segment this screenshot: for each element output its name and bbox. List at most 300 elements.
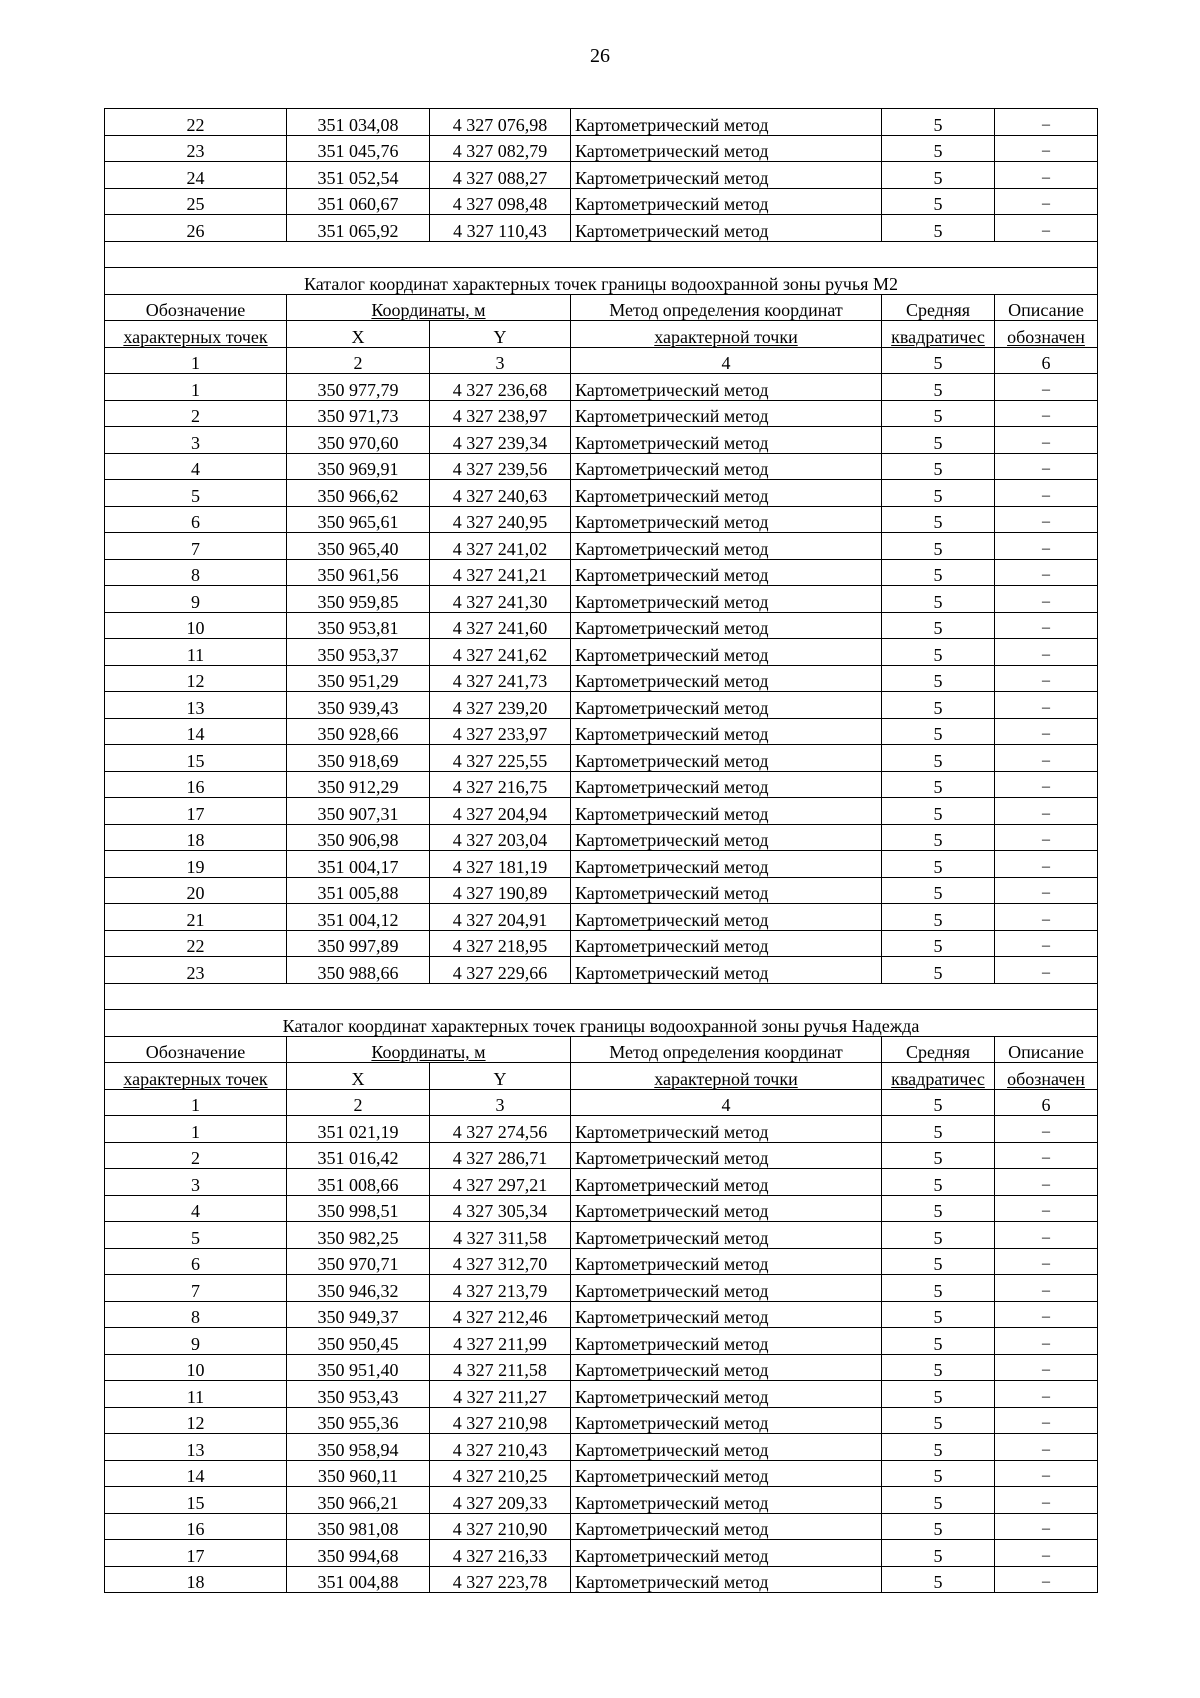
method: Картометрический метод (571, 480, 882, 507)
header-point-label-2: характерных точек (105, 321, 287, 348)
method: Картометрический метод (571, 1222, 882, 1249)
coordinate-x: 350 912,29 (287, 771, 430, 798)
coordinate-x: 350 961,56 (287, 559, 430, 586)
method: Картометрический метод (571, 453, 882, 480)
coordinate-x: 351 034,08 (287, 109, 430, 136)
description: – (995, 1222, 1098, 1249)
catalog-body (105, 109, 1098, 1593)
coordinate-y: 4 327 213,79 (430, 1275, 571, 1302)
header-number-row (105, 347, 1098, 374)
method: Картометрический метод (571, 824, 882, 851)
coordinate-x: 350 939,43 (287, 692, 430, 719)
description: – (995, 480, 1098, 507)
accuracy: 5 (882, 453, 995, 480)
point-number: 7 (105, 1275, 287, 1302)
header-accuracy-2: квадратичес (882, 1063, 995, 1090)
table-row (105, 1513, 1098, 1540)
method: Картометрический метод (571, 1195, 882, 1222)
point-number: 3 (105, 427, 287, 454)
method: Картометрический метод (571, 1116, 882, 1143)
table-row (105, 1434, 1098, 1461)
method: Картометрический метод (571, 1381, 882, 1408)
header-point-label: Обозначение (105, 1036, 287, 1063)
point-number: 20 (105, 877, 287, 904)
header-column-number: 5 (882, 1089, 995, 1116)
accuracy: 5 (882, 718, 995, 745)
table-row (105, 1354, 1098, 1381)
description: – (995, 586, 1098, 613)
accuracy: 5 (882, 1275, 995, 1302)
coordinate-x: 351 045,76 (287, 135, 430, 162)
header-method: Метод определения координат (571, 294, 882, 321)
table-row (105, 718, 1098, 745)
spacer-cell (105, 241, 1098, 268)
description: – (995, 427, 1098, 454)
table-row (105, 771, 1098, 798)
method: Картометрический метод (571, 1301, 882, 1328)
section-title: Каталог координат характерных точек границы водоохранной зоны ручья Надежда (105, 1010, 1098, 1037)
accuracy: 5 (882, 1169, 995, 1196)
coordinate-y: 4 327 210,43 (430, 1434, 571, 1461)
method: Картометрический метод (571, 215, 882, 242)
description: – (995, 824, 1098, 851)
method: Картометрический метод (571, 1460, 882, 1487)
accuracy: 5 (882, 1354, 995, 1381)
coordinate-x: 350 966,21 (287, 1487, 430, 1514)
point-number: 3 (105, 1169, 287, 1196)
coordinate-y: 4 327 204,91 (430, 904, 571, 931)
accuracy: 5 (882, 771, 995, 798)
header-column-number: 3 (430, 1089, 571, 1116)
coordinate-x: 350 951,29 (287, 665, 430, 692)
coordinate-x: 351 016,42 (287, 1142, 430, 1169)
table-row (105, 162, 1098, 189)
table-row (105, 1275, 1098, 1302)
header-row (105, 294, 1098, 321)
coordinate-x: 350 950,45 (287, 1328, 430, 1355)
coordinate-y: 4 327 212,46 (430, 1301, 571, 1328)
coordinate-x: 350 949,37 (287, 1301, 430, 1328)
point-number: 6 (105, 1248, 287, 1275)
table-row (105, 957, 1098, 984)
point-number: 18 (105, 1566, 287, 1593)
coordinate-y: 4 327 241,21 (430, 559, 571, 586)
header-method-2: характерной точки (571, 1063, 882, 1090)
table-row (105, 1540, 1098, 1567)
description: – (995, 1195, 1098, 1222)
description: – (995, 771, 1098, 798)
accuracy: 5 (882, 1513, 995, 1540)
coordinate-x: 351 052,54 (287, 162, 430, 189)
table-row (105, 480, 1098, 507)
coordinate-y: 4 327 311,58 (430, 1222, 571, 1249)
coordinate-x: 350 994,68 (287, 1540, 430, 1567)
description: – (995, 665, 1098, 692)
coordinate-y: 4 327 305,34 (430, 1195, 571, 1222)
accuracy: 5 (882, 586, 995, 613)
point-number: 8 (105, 559, 287, 586)
coordinate-x: 350 918,69 (287, 745, 430, 772)
coordinate-x: 350 965,61 (287, 506, 430, 533)
description: – (995, 1275, 1098, 1302)
accuracy: 5 (882, 1381, 995, 1408)
point-number: 26 (105, 215, 287, 242)
coordinate-x: 350 953,81 (287, 612, 430, 639)
coordinate-x: 351 004,17 (287, 851, 430, 878)
point-number: 14 (105, 718, 287, 745)
point-number: 12 (105, 665, 287, 692)
accuracy: 5 (882, 188, 995, 215)
method: Картометрический метод (571, 188, 882, 215)
page-number: 26 (590, 45, 610, 67)
coordinate-x: 350 955,36 (287, 1407, 430, 1434)
method: Картометрический метод (571, 586, 882, 613)
point-number: 15 (105, 745, 287, 772)
coordinate-y: 4 327 203,04 (430, 824, 571, 851)
method: Картометрический метод (571, 904, 882, 931)
table-row (105, 109, 1098, 136)
point-number: 23 (105, 957, 287, 984)
description: – (995, 533, 1098, 560)
header-column-number: 1 (105, 1089, 287, 1116)
point-number: 12 (105, 1407, 287, 1434)
section-spacer-row (105, 241, 1098, 268)
description: – (995, 1540, 1098, 1567)
section-title-row (105, 268, 1098, 295)
method: Картометрический метод (571, 745, 882, 772)
coordinate-x: 350 998,51 (287, 1195, 430, 1222)
point-number: 9 (105, 586, 287, 613)
coordinate-y: 4 327 236,68 (430, 374, 571, 401)
coordinate-y: 4 327 241,02 (430, 533, 571, 560)
coordinate-x: 350 907,31 (287, 798, 430, 825)
point-number: 25 (105, 188, 287, 215)
header-column-number: 5 (882, 347, 995, 374)
header-column-number: 2 (287, 347, 430, 374)
header-accuracy-2: квадратичес (882, 321, 995, 348)
method: Картометрический метод (571, 1407, 882, 1434)
table-row (105, 1248, 1098, 1275)
point-number: 16 (105, 1513, 287, 1540)
table-row (105, 135, 1098, 162)
accuracy: 5 (882, 692, 995, 719)
description: – (995, 1513, 1098, 1540)
header-description: Описание (995, 294, 1098, 321)
accuracy: 5 (882, 1301, 995, 1328)
description: – (995, 453, 1098, 480)
table-row (105, 453, 1098, 480)
header-number-row (105, 1089, 1098, 1116)
coordinate-x: 351 008,66 (287, 1169, 430, 1196)
description: – (995, 559, 1098, 586)
accuracy: 5 (882, 1142, 995, 1169)
header-column-number: 6 (995, 347, 1098, 374)
description: – (995, 1434, 1098, 1461)
table-row (105, 745, 1098, 772)
description: – (995, 400, 1098, 427)
point-number: 21 (105, 904, 287, 931)
coordinate-y: 4 327 286,71 (430, 1142, 571, 1169)
coordinate-y: 4 327 274,56 (430, 1116, 571, 1143)
coordinate-y: 4 327 241,60 (430, 612, 571, 639)
coordinate-y: 4 327 239,20 (430, 692, 571, 719)
header-description-2: обозначен (995, 1063, 1098, 1090)
coordinates-catalog-table (104, 108, 1098, 1593)
coordinate-x: 350 958,94 (287, 1434, 430, 1461)
coordinate-y: 4 327 229,66 (430, 957, 571, 984)
description: – (995, 718, 1098, 745)
method: Картометрический метод (571, 374, 882, 401)
method: Картометрический метод (571, 109, 882, 136)
table-row (105, 1195, 1098, 1222)
header-x: X (287, 321, 430, 348)
coordinate-x: 351 060,67 (287, 188, 430, 215)
accuracy: 5 (882, 745, 995, 772)
method: Картометрический метод (571, 665, 882, 692)
header-description: Описание (995, 1036, 1098, 1063)
coordinate-x: 350 953,43 (287, 1381, 430, 1408)
table-row (105, 851, 1098, 878)
accuracy: 5 (882, 798, 995, 825)
coordinate-x: 350 981,08 (287, 1513, 430, 1540)
coordinate-y: 4 327 241,30 (430, 586, 571, 613)
method: Картометрический метод (571, 506, 882, 533)
description: – (995, 851, 1098, 878)
point-number: 22 (105, 109, 287, 136)
accuracy: 5 (882, 612, 995, 639)
accuracy: 5 (882, 930, 995, 957)
description: – (995, 904, 1098, 931)
coordinate-x: 350 965,40 (287, 533, 430, 560)
description: – (995, 215, 1098, 242)
table-row (105, 1142, 1098, 1169)
header-y: Y (430, 321, 571, 348)
coordinate-x: 351 004,88 (287, 1566, 430, 1593)
coordinate-x: 350 946,32 (287, 1275, 430, 1302)
method: Картометрический метод (571, 957, 882, 984)
point-number: 5 (105, 480, 287, 507)
coordinate-y: 4 327 088,27 (430, 162, 571, 189)
header-column-number: 6 (995, 1089, 1098, 1116)
table-row (105, 824, 1098, 851)
table-row (105, 506, 1098, 533)
coordinate-y: 4 327 210,90 (430, 1513, 571, 1540)
coordinate-y: 4 327 241,73 (430, 665, 571, 692)
accuracy: 5 (882, 665, 995, 692)
coordinate-y: 4 327 211,58 (430, 1354, 571, 1381)
accuracy: 5 (882, 904, 995, 931)
accuracy: 5 (882, 1407, 995, 1434)
coordinate-y: 4 327 211,99 (430, 1328, 571, 1355)
coordinate-y: 4 327 082,79 (430, 135, 571, 162)
accuracy: 5 (882, 1328, 995, 1355)
point-number: 17 (105, 798, 287, 825)
accuracy: 5 (882, 400, 995, 427)
point-number: 6 (105, 506, 287, 533)
coordinate-x: 350 951,40 (287, 1354, 430, 1381)
header-accuracy: Средняя (882, 1036, 995, 1063)
method: Картометрический метод (571, 718, 882, 745)
table-row (105, 188, 1098, 215)
coordinate-y: 4 327 204,94 (430, 798, 571, 825)
point-number: 16 (105, 771, 287, 798)
coordinate-x: 351 065,92 (287, 215, 430, 242)
description: – (995, 109, 1098, 136)
header-point-label-2: характерных точек (105, 1063, 287, 1090)
description: – (995, 1248, 1098, 1275)
description: – (995, 930, 1098, 957)
accuracy: 5 (882, 877, 995, 904)
method: Картометрический метод (571, 798, 882, 825)
method: Картометрический метод (571, 559, 882, 586)
coordinate-y: 4 327 098,48 (430, 188, 571, 215)
method: Картометрический метод (571, 1487, 882, 1514)
coordinate-x: 350 970,60 (287, 427, 430, 454)
point-number: 7 (105, 533, 287, 560)
accuracy: 5 (882, 427, 995, 454)
method: Картометрический метод (571, 851, 882, 878)
coordinate-y: 4 327 223,78 (430, 1566, 571, 1593)
accuracy: 5 (882, 1222, 995, 1249)
point-number: 14 (105, 1460, 287, 1487)
method: Картометрический метод (571, 1566, 882, 1593)
method: Картометрический метод (571, 1328, 882, 1355)
point-number: 8 (105, 1301, 287, 1328)
description: – (995, 506, 1098, 533)
coordinate-x: 350 988,66 (287, 957, 430, 984)
table-row (105, 904, 1098, 931)
coordinate-x: 350 997,89 (287, 930, 430, 957)
accuracy: 5 (882, 559, 995, 586)
accuracy: 5 (882, 1195, 995, 1222)
method: Картометрический метод (571, 771, 882, 798)
accuracy: 5 (882, 506, 995, 533)
method: Картометрический метод (571, 135, 882, 162)
coordinate-y: 4 327 076,98 (430, 109, 571, 136)
method: Картометрический метод (571, 1434, 882, 1461)
coordinate-y: 4 327 210,25 (430, 1460, 571, 1487)
method: Картометрический метод (571, 612, 882, 639)
method: Картометрический метод (571, 162, 882, 189)
method: Картометрический метод (571, 1169, 882, 1196)
table-row (105, 930, 1098, 957)
coordinate-y: 4 327 239,56 (430, 453, 571, 480)
header-y: Y (430, 1063, 571, 1090)
table-row (105, 1169, 1098, 1196)
header-row (105, 1036, 1098, 1063)
point-number: 1 (105, 1116, 287, 1143)
description: – (995, 135, 1098, 162)
method: Картометрический метод (571, 1248, 882, 1275)
coordinate-y: 4 327 233,97 (430, 718, 571, 745)
accuracy: 5 (882, 135, 995, 162)
coordinate-y: 4 327 240,63 (430, 480, 571, 507)
table-row (105, 665, 1098, 692)
coordinate-x: 350 953,37 (287, 639, 430, 666)
coordinate-x: 351 005,88 (287, 877, 430, 904)
point-number: 5 (105, 1222, 287, 1249)
point-number: 19 (105, 851, 287, 878)
accuracy: 5 (882, 824, 995, 851)
coordinate-y: 4 327 181,19 (430, 851, 571, 878)
description: – (995, 1301, 1098, 1328)
point-number: 11 (105, 639, 287, 666)
point-number: 13 (105, 1434, 287, 1461)
accuracy: 5 (882, 1540, 995, 1567)
method: Картометрический метод (571, 1540, 882, 1567)
coordinate-y: 4 327 218,95 (430, 930, 571, 957)
coordinate-x: 351 004,12 (287, 904, 430, 931)
table-row (105, 400, 1098, 427)
description: – (995, 1460, 1098, 1487)
table-row (105, 1460, 1098, 1487)
method: Картометрический метод (571, 692, 882, 719)
table-row (105, 1301, 1098, 1328)
table-row (105, 427, 1098, 454)
description: – (995, 1116, 1098, 1143)
accuracy: 5 (882, 162, 995, 189)
point-number: 23 (105, 135, 287, 162)
description: – (995, 1381, 1098, 1408)
accuracy: 5 (882, 1566, 995, 1593)
coordinate-y: 4 327 238,97 (430, 400, 571, 427)
table-row (105, 612, 1098, 639)
description: – (995, 162, 1098, 189)
coordinate-y: 4 327 216,33 (430, 1540, 571, 1567)
point-number: 10 (105, 1354, 287, 1381)
coordinate-y: 4 327 211,27 (430, 1381, 571, 1408)
table-row (105, 798, 1098, 825)
header-column-number: 4 (571, 347, 882, 374)
description: – (995, 612, 1098, 639)
description: – (995, 745, 1098, 772)
header-row-2 (105, 1063, 1098, 1090)
description: – (995, 188, 1098, 215)
header-point-label: Обозначение (105, 294, 287, 321)
coordinate-y: 4 327 239,34 (430, 427, 571, 454)
description: – (995, 877, 1098, 904)
table-row (105, 586, 1098, 613)
description: – (995, 957, 1098, 984)
accuracy: 5 (882, 374, 995, 401)
table-row (105, 692, 1098, 719)
coordinate-x: 350 969,91 (287, 453, 430, 480)
accuracy: 5 (882, 639, 995, 666)
coordinate-y: 4 327 210,98 (430, 1407, 571, 1434)
description: – (995, 1407, 1098, 1434)
table-row (105, 1381, 1098, 1408)
spacer-cell (105, 983, 1098, 1010)
description: – (995, 1354, 1098, 1381)
header-row-2 (105, 321, 1098, 348)
header-column-number: 2 (287, 1089, 430, 1116)
method: Картометрический метод (571, 533, 882, 560)
accuracy: 5 (882, 1434, 995, 1461)
header-column-number: 3 (430, 347, 571, 374)
description: – (995, 1566, 1098, 1593)
coordinate-x: 350 959,85 (287, 586, 430, 613)
section-spacer-row (105, 983, 1098, 1010)
coordinate-x: 350 906,98 (287, 824, 430, 851)
accuracy: 5 (882, 480, 995, 507)
coordinate-x: 350 970,71 (287, 1248, 430, 1275)
accuracy: 5 (882, 1116, 995, 1143)
header-x: X (287, 1063, 430, 1090)
section-title-row (105, 1010, 1098, 1037)
method: Картометрический метод (571, 1275, 882, 1302)
section-title: Каталог координат характерных точек границы водоохранной зоны ручья М2 (105, 268, 1098, 295)
point-number: 4 (105, 453, 287, 480)
